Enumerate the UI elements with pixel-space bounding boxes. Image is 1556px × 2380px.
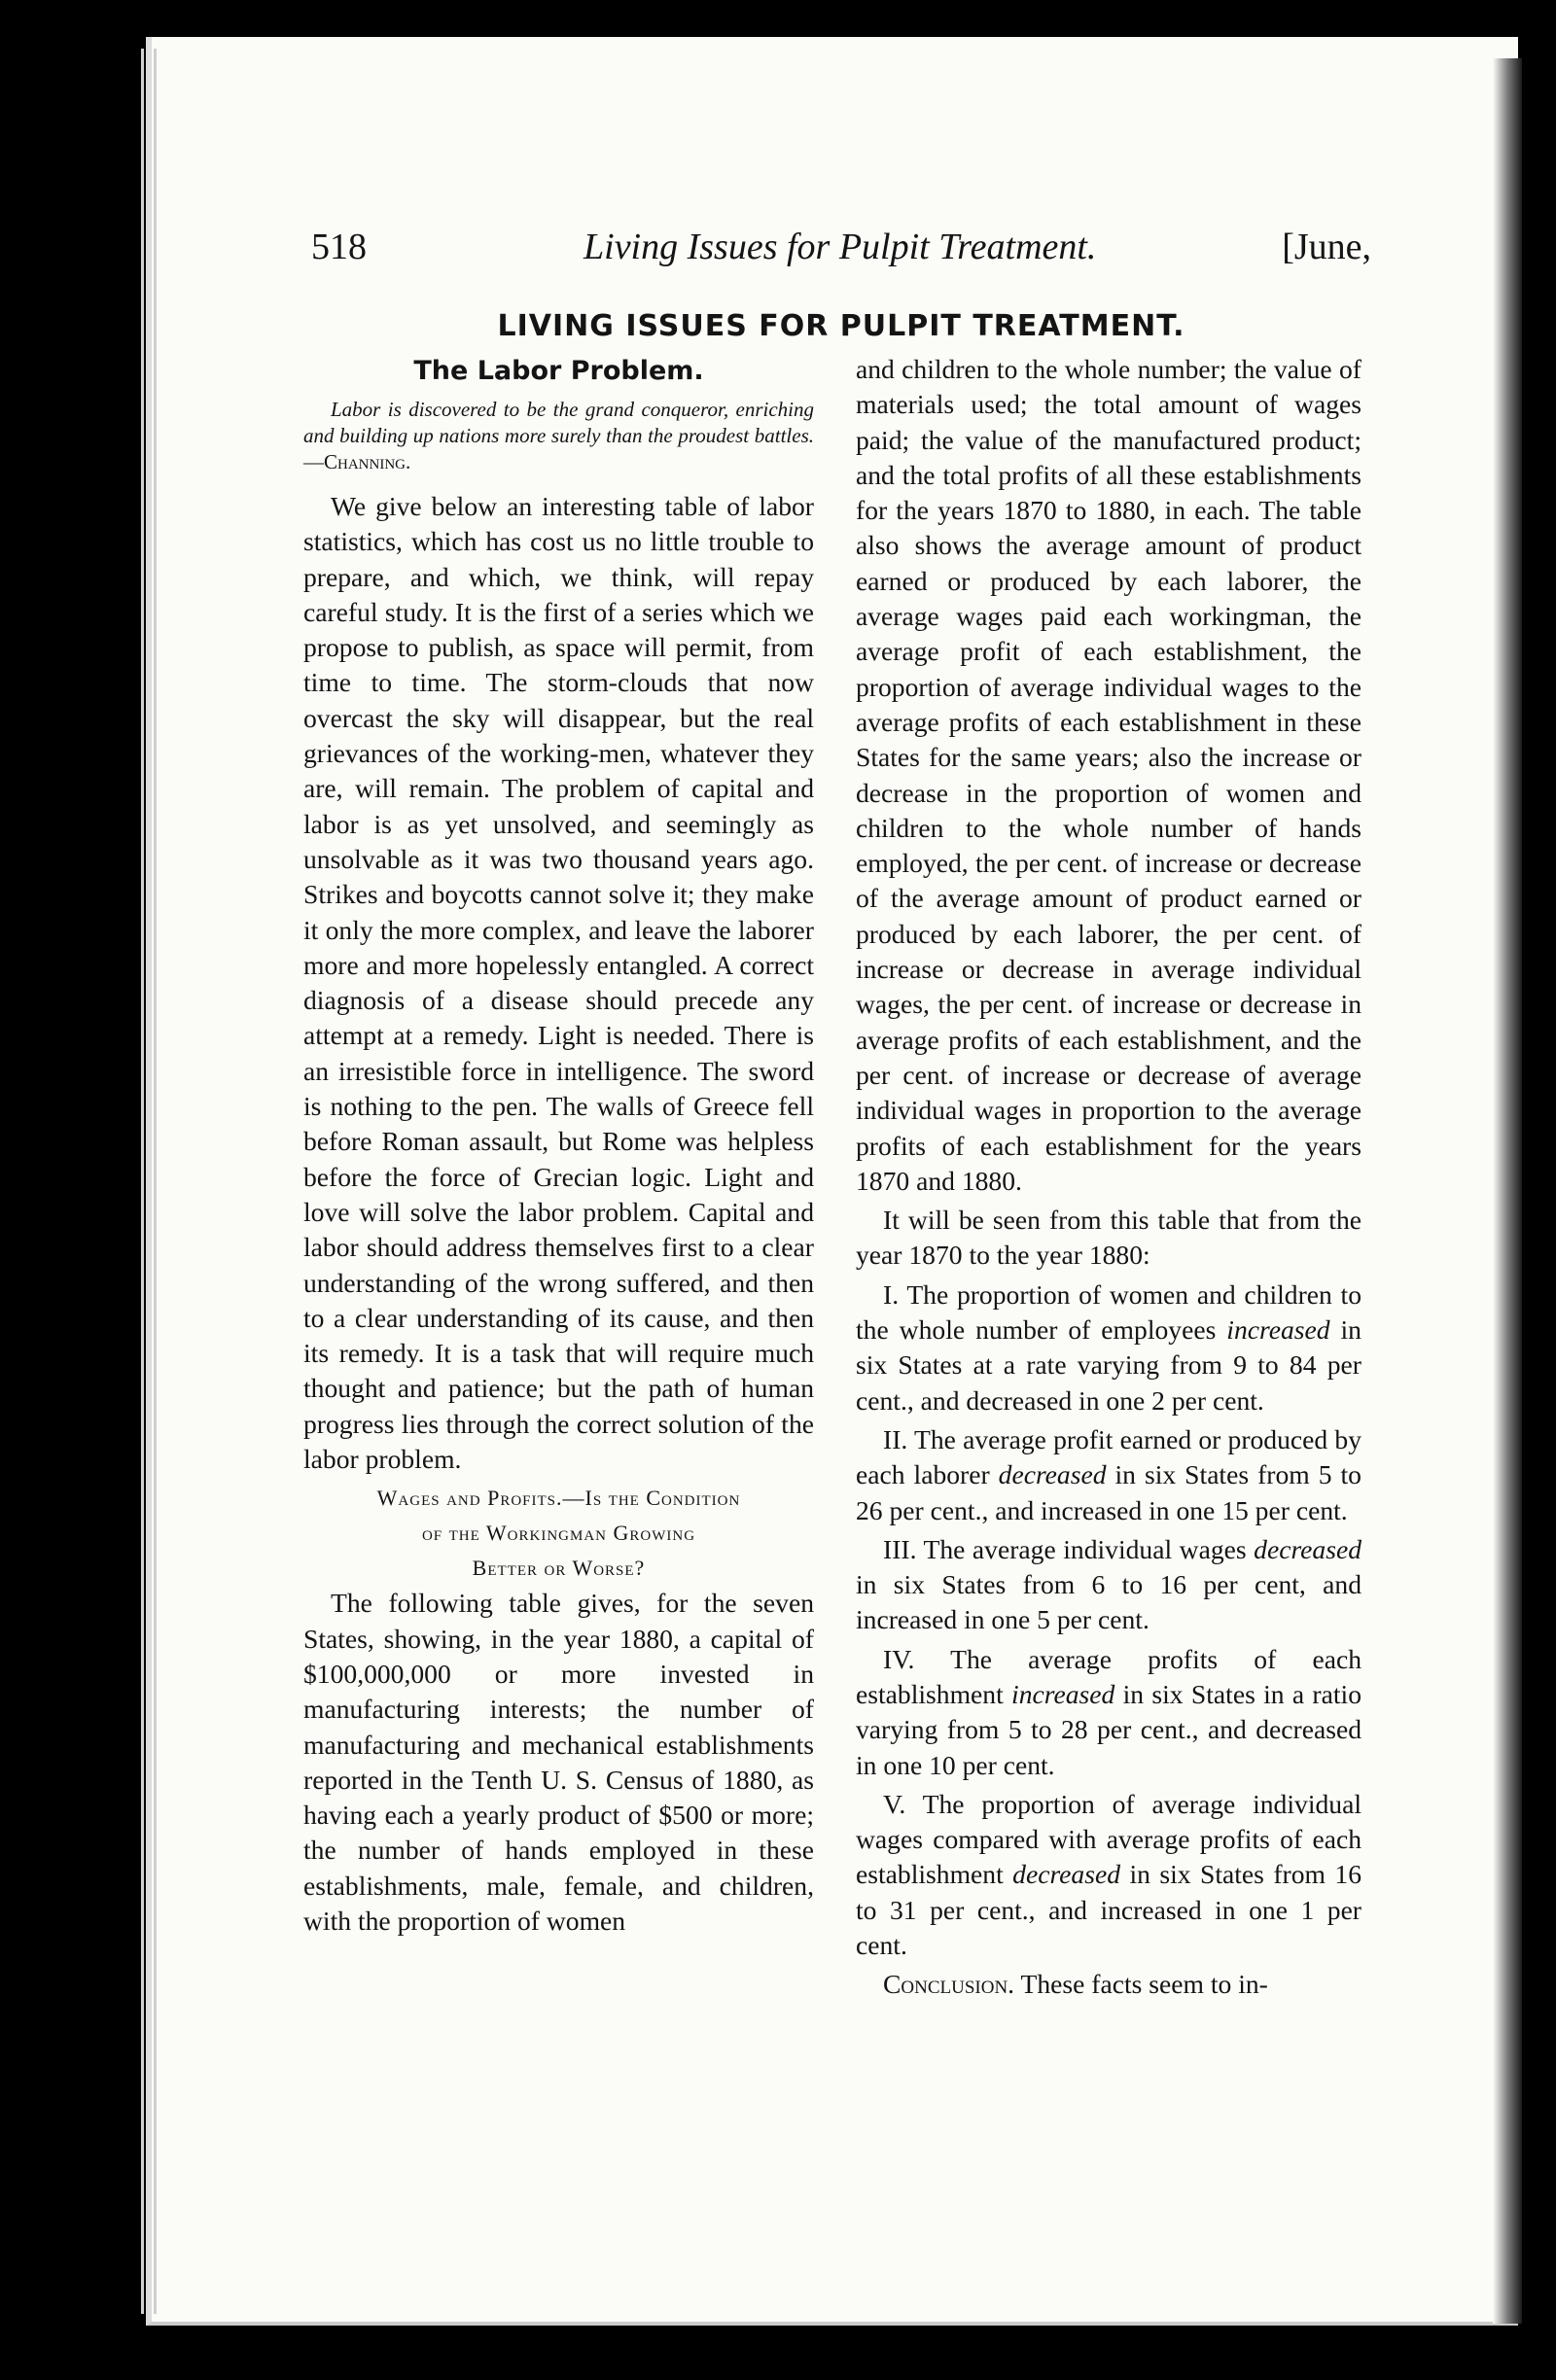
list-item: IV. The average profits of each establishment increased in six States in a ratio varying from 5 to 28 per cent., and decreased in one 10 per cent. [856,1643,1362,1780]
list-item: V. The proportion of average individual wages compared with average profits of each establishment decreased in six States from 16 to 31 per cent., and increased in one 1 per cent. [856,1788,1362,1961]
page-edge [154,49,157,2314]
list-item: III. The average individual wages decreased in six States from 6 to 16 per cent, and increased in one 5 per cent. [856,1533,1362,1635]
paragraph: We give below an interesting table of labor statistics, which has cost us no little trouble to prepare, and which, we think, will repay careful study. It is the first of a series which we propose to publish, as space will permit, from time to time. The storm-clouds that now overcast the sky will disappear, but the real grievances of the working-men, whatever they are, will remain. The problem of capital and labor is as yet unsolved, and seemingly as unsolvable as it was two thousand years ago. Strikes and boycotts cannot solve it; they make it only the more complex, and leave the laborer more and more hopelessly entangled. A correct diagnosis of a disease should precede any attempt at a remedy. Light is needed. There is an irresistible force in intelligence. The sword is nothing to the pen. The walls of Greece fell before Roman assault, but Rome was helpless before the force of Grecian logic. Light and love will solve the labor problem. Capital and labor should address themselves first to a clear understanding of the wrong suffered, and then to a clear understanding of its cause, and then its remedy. It is a task that will require much thought and patience; but the path of human progress lies through the correct solution of the labor problem. [303,491,814,1475]
left-column [303,352,814,1939]
header-month: [June, [1282,227,1371,267]
epigraph-text: Labor is discovered to be the grand conqueror, enriching and building up nations more surely than the proudest battles. [303,398,814,447]
paragraph: The following table gives, for the seven States, showing, in the year 1880, a capital of $100,000,000 or more invested in manufacturing interests; the number of manufacturing and mechanical establishments reported in the Tenth U. S. Census of 1880, as having each a yearly product of $500 or more; the number of hands employed in these establishments, male, female, and children, with the proportion of women [303,1588,814,1936]
page-edge [141,49,144,2314]
list-item: I. The proportion of women and children to the whole number of employees increased in six States at a rate varying from 9 to 84 per cent., and decreased in one 2 per cent. [856,1278,1362,1416]
list-item: II. The average profit earned or produced by each laborer decreased in six States from 5 to 26 per cent., and increased in one 15 per cent. [856,1423,1362,1525]
page-number: 518 [311,227,367,267]
paragraph: and children to the whole number; the value of materials used; the total amount of wages paid; the value of the manufactured product; and the total profits of all these establishments for the years 1870 to 1880, in each. The table also shows the average amount of product earned or produced by each laborer, the average wages paid each workingman, the average profit of each establishment, the proportion of average individual wages to the average profits of each establishment in these States for the same years; also the increase or decrease in the proportion of women and children to the whole number of hands employed, the per cent. of increase or decrease of the average amount of product earned or produced by each laborer, the per cent. of increase or decrease in average individual wages, the per cent. of increase or decrease in average profits of each establishment, and the per cent. of increase or decrease of average individual wages in proportion to the average profits of each establishment for the years 1870 and 1880. [856,354,1362,1196]
subheading-line: Better or Worse? [472,1556,646,1581]
binding-shadow [1493,58,1522,2324]
subheading-line: Wages and Profits.—Is the Condition [376,1486,741,1511]
conclusion [856,1967,1362,2002]
epigraph-author: —Channing. [303,450,411,473]
paragraph: It will be seen from this table that from the year 1870 to the year 1880: [856,1205,1362,1271]
conclusion-label: Conclusion. [883,1969,1015,2000]
article-title: The Labor Problem. [413,356,704,386]
subheading-line: of the Workingman Growing [421,1521,696,1546]
subheading [303,1481,814,1586]
right-column [856,352,1362,2003]
epigraph [303,397,814,475]
running-title: Living Issues for Pulpit Treatment. [584,227,1097,267]
running-header [311,226,1371,274]
section-title: LIVING ISSUES FOR PULPIT TREATMENT. [497,309,1185,343]
conclusion-text: These facts seem to in- [1014,1969,1268,2000]
